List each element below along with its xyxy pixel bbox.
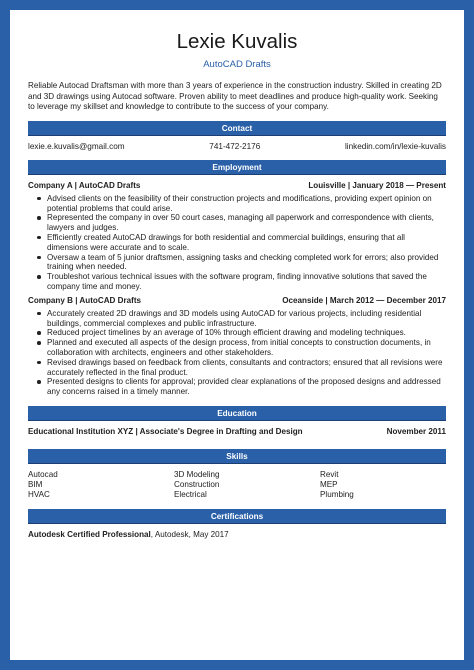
contact-phone: 741-472-2176 xyxy=(209,141,261,151)
education-entry xyxy=(28,427,446,437)
section-header-contact: Contact xyxy=(28,121,446,136)
contact-linkedin: linkedin.com/in/lexie-kuvalis xyxy=(344,141,446,151)
list-item: Planned and executed all aspects of the design process, from initial concepts to construction documents, in collaboration with architects, engineers and other stakeholders. xyxy=(36,338,446,358)
section-header-certifications: Certifications xyxy=(28,509,446,524)
skill-item: 3D Modeling xyxy=(174,469,220,479)
education-date: November 2011 xyxy=(386,426,446,436)
skill-item: Autocad xyxy=(28,469,58,479)
summary-paragraph: Reliable Autocad Draftsman with more than 3 years of experience in the construction industry. Skilled in creating 2D and 3D drawings using Autocad software. Proven ability to meet deadlines and produce high-quality work. Seeking to leverage my skillset and knowledge to contribute to the success of your company. xyxy=(28,81,442,112)
list-item: Reduced project timelines by an average of 10% through efficient drawing and modeling techniques. xyxy=(36,328,446,338)
section-header-skills: Skills xyxy=(28,449,446,464)
list-item: Advised clients on the feasibility of their construction projects and modifications, providing expert opinion on potential problems that could arise. xyxy=(36,194,446,214)
skill-item: BIM xyxy=(28,479,43,489)
job-bullets xyxy=(36,194,446,292)
job-location-dates: Louisville | January 2018 — Present xyxy=(308,180,446,190)
education-degree: Educational Institution XYZ | Associate's Degree in Drafting and Design xyxy=(28,426,303,436)
job-entry xyxy=(28,181,446,292)
list-item: Troubleshot various technical issues with the software program, finding innovative solutions that saved the company time and money. xyxy=(36,272,446,292)
candidate-name: Lexie Kuvalis xyxy=(176,30,298,53)
certification-entry xyxy=(28,530,446,540)
list-item: Efficiently created AutoCAD drawings for both residential and commercial buildings, ensuring that all dimensions were accurate and to scale. xyxy=(36,233,446,253)
contact-row xyxy=(28,142,446,152)
job-location-dates: Oceanside | March 2012 — December 2017 xyxy=(282,295,446,305)
skills-grid xyxy=(28,470,446,500)
job-header xyxy=(28,181,446,191)
skill-item: MEP xyxy=(320,479,338,489)
candidate-title: AutoCAD Drafts xyxy=(203,59,271,70)
list-item: Represented the company in over 50 court cases, managing all paperwork and correspondence with clients, lawyers and judges. xyxy=(36,213,446,233)
job-header xyxy=(28,296,446,306)
skill-item: Construction xyxy=(174,479,220,489)
certification-name: Autodesk Certified Professional xyxy=(28,529,151,539)
list-item: Accurately created 2D drawings and 3D models using AutoCAD for various projects, including residential buildings, commercial complexes and public infrastructure. xyxy=(36,309,446,329)
skill-item: Plumbing xyxy=(320,489,354,499)
job-bullets xyxy=(36,309,446,397)
section-header-education: Education xyxy=(28,406,446,421)
certification-details: , Autodesk, May 2017 xyxy=(150,529,229,539)
section-header-employment: Employment xyxy=(28,160,446,175)
job-company: Company B | AutoCAD Drafts xyxy=(28,295,142,305)
job-company: Company A | AutoCAD Drafts xyxy=(28,180,141,190)
skill-item: Revit xyxy=(320,469,339,479)
job-entry xyxy=(28,296,446,397)
list-item: Revised drawings based on feedback from clients, consultants and contractors; ensured that all revisions were accurately reflected in the final product. xyxy=(36,358,446,378)
skill-item: Electrical xyxy=(174,489,207,499)
skill-item: HVAC xyxy=(28,489,50,499)
list-item: Presented designs to clients for approval; provided clear explanations of the proposed designs and addressed any concerns raised in a timely manner. xyxy=(36,377,446,397)
resume-page xyxy=(28,30,446,540)
contact-email: lexie.e.kuvalis@gmail.com xyxy=(28,141,125,151)
list-item: Oversaw a team of 5 junior draftsmen, assigning tasks and checking completed work for errors; also provided training when needed. xyxy=(36,253,446,273)
